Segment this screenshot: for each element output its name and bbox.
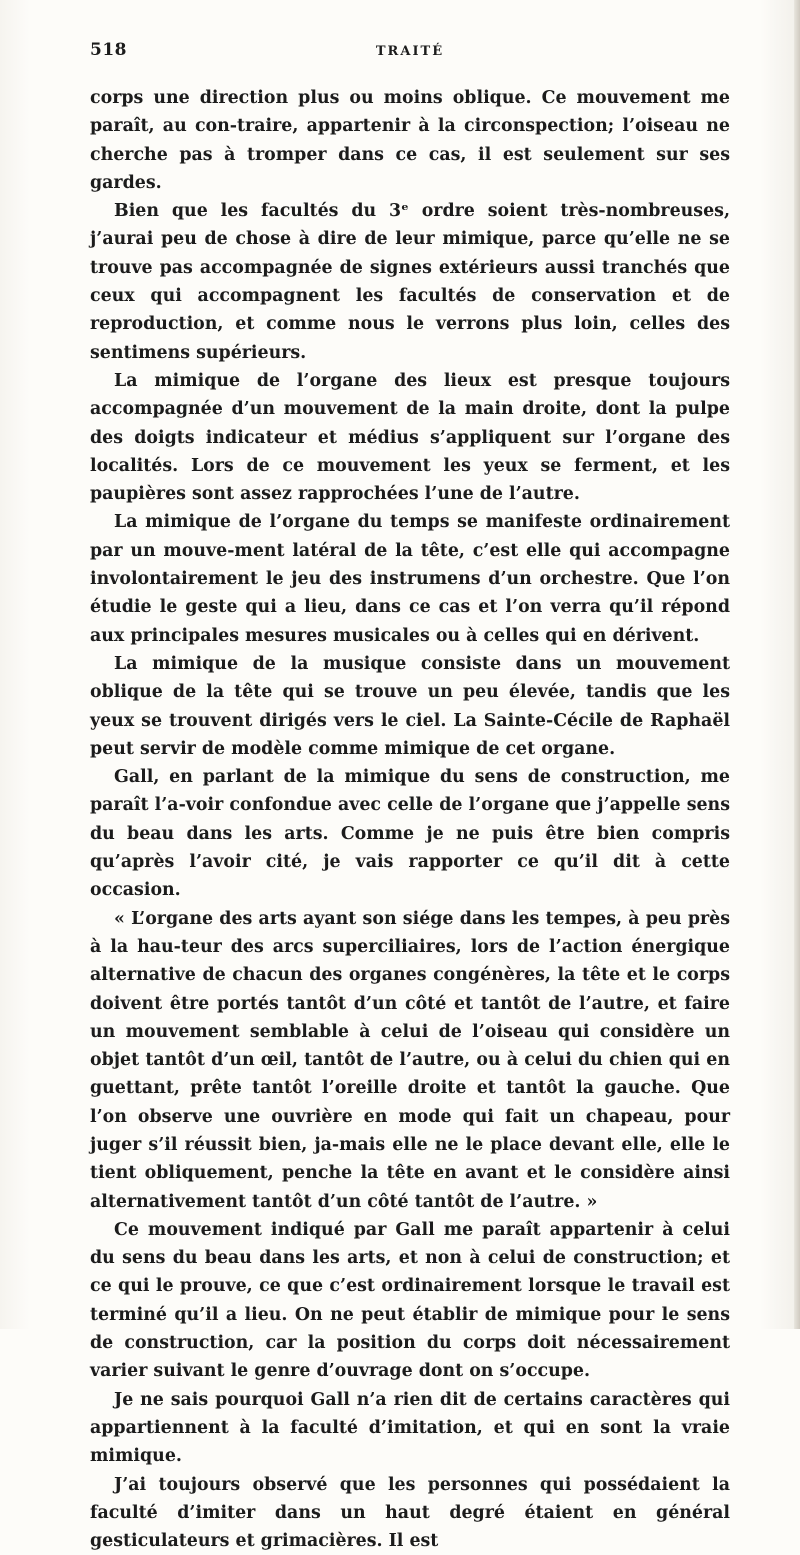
running-head: TRAITÉ [375,44,445,59]
quotation-paragraph: « L’organe des arts ayant son siége dans les tempes, à peu près à la hau-teur des arcs superciliaires, lors de l’action énergique alternative de chacun des organes congénères, la tête et le corps doivent être portés tantôt d’un côté et tantôt de l’autre, et faire un mouvement semblable à celui de l’oiseau qui considère un objet tantôt d’un œil, tantôt de l’autre, ou à celui du chien qui en guettant, prête tantôt l’oreille droite et tantôt la gauche. Que l’on observe une ouvrière en mode qui fait un chapeau, pour juger s’il réussit bien, ja-mais elle ne le place devant elle, elle le tient obliquement, penche la tête en avant et le considère ainsi alternativement tantôt d’un côté tantôt de l’autre. » [90,908,730,1212]
paragraph: Gall, en parlant de la mimique du sens de construction, me paraît l’a-voir confondue avec celle de l’organe que j’appelle sens du beau dans les arts. Comme je ne puis être bien compris qu’après l’avoir cité, je vais rapporter ce qu’il dit à cette occasion. [90,767,730,901]
page-edge-shadow [794,0,800,1329]
page-number: 518 [90,40,127,60]
paragraph-continuation: corps une direction plus ou moins oblique. Ce mouvement me paraît, au con-traire, appartenir à la circonspection; l’oiseau ne cherche pas à tromper dans ce cas, il est seulement sur ses gardes. [90,88,730,193]
paragraph: La mimique de l’organe du temps se manifeste ordinairement par un mouve-ment latéral de la tête, c’est elle qui accompagne involontairement le jeu des instrumens d’un orchestre. Que l’on étudie le geste qui a lieu, dans ce cas et l’on verra qu’il répond aux principales mesures musicales ou à celles qui en dérivent. [90,512,730,646]
body-text [90,84,730,1555]
paragraph: Bien que les facultés du 3ᵉ ordre soient très-nombreuses, j’aurai peu de chose à dire de leur mimique, parce qu’elle ne se trouve pas accompagnée de signes extérieurs aussi tranchés que ceux qui accompagnent les facultés de conservation et de reproduction, et comme nous le verrons plus loin, celles des sentimens supérieurs. [90,201,730,363]
page-header [90,40,730,70]
paragraph: Ce mouvement indiqué par Gall me paraît appartenir à celui du sens du beau dans les arts, et non à celui de construction; et ce qui le prouve, ce que c’est ordinairement lorsque le travail est terminé qu’il a lieu. On ne peut établir de mimique pour le sens de construction, car la position du corps doit nécessairement varier suivant le genre d’ouvrage dont on s’occupe. [90,1219,730,1382]
paragraph: La mimique de la musique consiste dans un mouvement oblique de la tête qui se trouve un peu élevée, tandis que les yeux se trouvent dirigés vers le ciel. La Sainte-Cécile de Raphaël peut servir de modèle comme mimique de cet organe. [90,653,730,759]
paragraph: Je ne sais pourquoi Gall n’a rien dit de certains caractères qui appartiennent à la faculté d’imitation, et qui en sont la vraie mimique. [90,1389,730,1467]
paragraph: J’ai toujours observé que les personnes qui possédaient la faculté d’imiter dans un haut degré étaient en général gesticulateurs et grimacières. Il est [90,1474,730,1552]
paragraph: La mimique de l’organe des lieux est presque toujours accompagnée d’un mouvement de la main droite, dont la pulpe des doigts indicateur et médius s’appliquent sur l’organe des localités. Lors de ce mouvement les yeux se ferment, et les paupières sont assez rapprochées l’une de l’autre. [90,370,730,505]
